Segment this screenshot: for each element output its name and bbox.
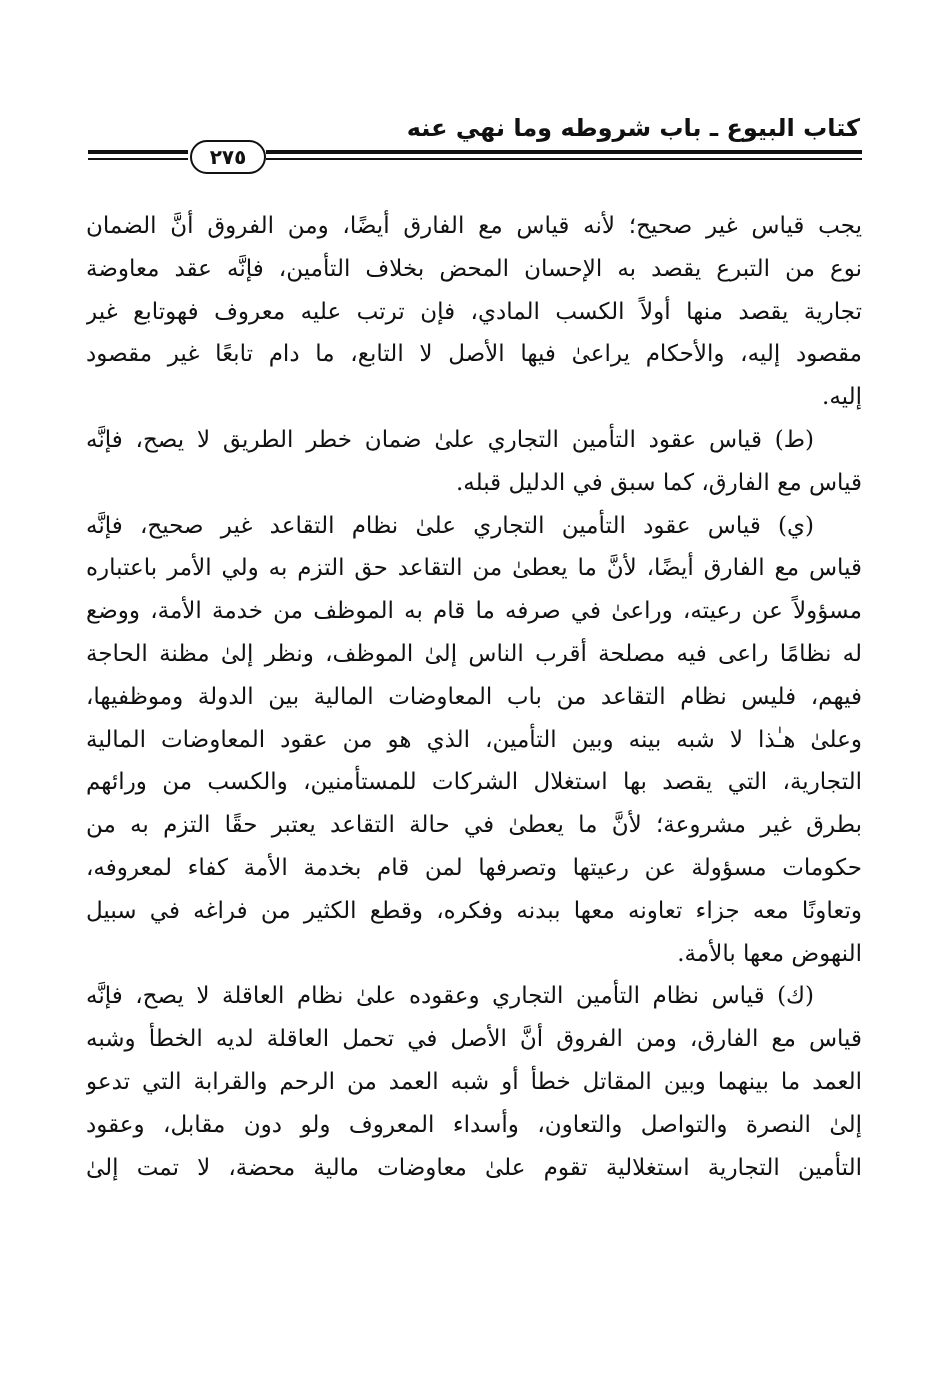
paragraph-ya-start: (ي) قياس عقود التأمين التجاري علىٰ نظام التقاعد غير صحيح، فإنَّه	[86, 512, 814, 539]
text-line: وتعاونًا معه جزاء تعاونه معها ببدنه وفكره، وقطع الكثير من فراغه في سبيل	[86, 897, 862, 924]
header-rule-right-thick	[266, 150, 862, 154]
running-title: كتاب البيوع ـ باب شروطه وما نهي عنه	[406, 114, 860, 142]
page-number: ٢٧٥	[190, 140, 266, 174]
text-line: وعلىٰ هـٰذا لا شبه بينه وبين التأمين، الذي هو من عقود المعاوضات المالية	[86, 726, 862, 753]
paragraph-ta-start: (ط) قياس عقود التأمين التجاري علىٰ ضمان خطر الطريق لا يصح، فإنَّه	[86, 426, 814, 453]
text-line: نوع من التبرع يقصد به الإحسان المحض بخلاف التأمين، فإنَّه عقد معاوضة	[86, 255, 862, 282]
text-line: يجب قياس غير صحيح؛ لأنه قياس مع الفارق أيضًا، ومن الفروق أنَّ الضمان	[86, 213, 862, 239]
text-line: له نظامًا راعى فيه مصلحة أقرب الناس إلىٰ الموظف، ونظر إلىٰ مظنة الحاجة	[86, 640, 862, 667]
text-line: بطرق غير مشروعة؛ لأنَّ ما يعطىٰ في حالة التقاعد يعتبر حقًا التزم به من	[86, 812, 862, 839]
text-line: التجارية، التي يقصد بها استغلال الشركات للمستأمنين، والكسب من ورائهم	[86, 769, 862, 796]
text-line: العمد ما بينهما وبين المقاتل خطأ أو شبه العمد من الرحم والقرابة التي تدعو	[86, 1068, 862, 1095]
text-line: تجارية يقصد منها أولاً الكسب المادي، فإن ترتب عليه معروف فهوتابع غير	[86, 298, 862, 325]
paragraph-kaf-start: (ك) قياس نظام التأمين التجاري وعقوده علىٰ نظام العاقلة لا يصح، فإنَّه	[86, 983, 814, 1010]
text-line: إلىٰ النصرة والتواصل والتعاون، وأسداء المعروف ولو دون مقابل، وعقود	[86, 1111, 862, 1138]
text-line: قياس مع الفارق أيضًا، لأنَّ ما يعطىٰ من التقاعد حق التزم به ولي الأمر باعتباره	[86, 555, 862, 582]
text-line: مسؤولاً عن رعيته، وراعىٰ في صرفه ما قام به الموظف من خدمة الأمة، ووضع	[86, 598, 862, 625]
header-rule-right-thin	[266, 158, 862, 160]
text-line: قياس مع الفارق، ومن الفروق أنَّ الأصل في تحمل العاقلة لديه الخطأ وشبه	[86, 1026, 862, 1053]
text-line: قياس مع الفارق، كما سبق في الدليل قبله.	[455, 469, 862, 496]
text-line: إليه.	[822, 384, 862, 411]
text-line: مقصود إليه، والأحكام يراعىٰ فيها الأصل لا التابع، ما دام تابعًا غير مقصود	[86, 341, 862, 368]
header-rule-left-thick	[88, 150, 188, 154]
header-rule-left-thin	[88, 158, 188, 160]
text-line: التأمين التجارية استغلالية تقوم علىٰ معاوضات مالية محضة، لا تمت إلىٰ	[86, 1154, 862, 1181]
body-text	[86, 205, 862, 1189]
text-line: فيهم، فليس نظام التقاعد من باب المعاوضات المالية بين الدولة وموظفيها،	[86, 683, 862, 710]
text-line: النهوض معها بالأمة.	[677, 940, 862, 967]
text-line: حكومات مسؤولة عن رعيتها وتصرفها لمن قام بخدمة الأمة كفاء لمعروفه،	[86, 854, 862, 881]
